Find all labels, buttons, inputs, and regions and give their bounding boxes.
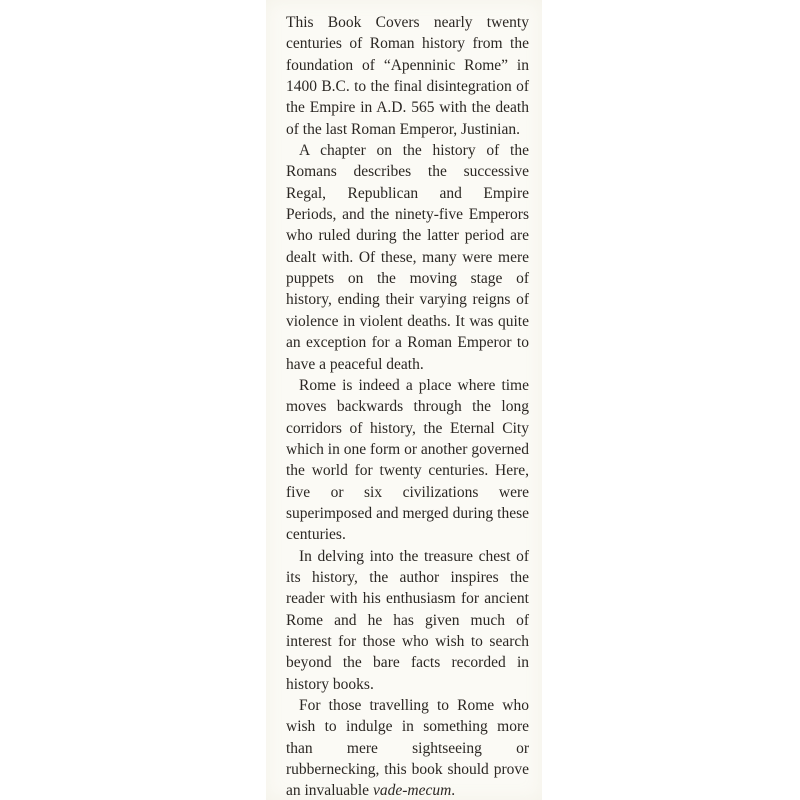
blurb-paragraph-2: A chapter on the history of the Romans describes the successive Regal, Republican and Empire Periods, and the ninety-five Emperors who ruled during the latter period are dealt with. Of these, many were mere puppets on the moving stage of history, ending their varying reigns of violence in violent deaths. It was quite an exception for a Roman Emperor to have a peaceful death.	[286, 142, 529, 373]
blurb-paragraph-4: In delving into the treasure chest of its history, the author inspires the reader with his enthusiasm for ancient Rome and he has given much of interest for those who wish to search beyond the bare facts recorded in history books.	[286, 547, 529, 693]
blurb-paragraph-1: This Book Covers nearly twenty centuries of Roman history from the foundation of “Apenninic Rome” in 1400 B.C. to the final disintegration of the Empire in A.D. 565 with the death of the last Roman Emperor, Justinian.	[286, 14, 529, 138]
closing-period: .	[451, 782, 456, 800]
blurb-paragraph-5-text: For those travelling to Rome who wish to indulge in something more than mere sightseeing or rubbernecking, this book should prove an invaluable	[286, 697, 529, 800]
blurb-paragraph-5	[286, 695, 529, 800]
book-blurb	[286, 12, 529, 800]
blurb-paragraph-3: Rome is indeed a place where time moves backwards through the long corridors of history, the Eternal City which in one form or another governed the world for twenty centuries. Here, five or six civilizations were superimposed and merged during these centuries.	[286, 376, 529, 544]
vade-mecum-italic: vade-mecum	[372, 782, 452, 800]
